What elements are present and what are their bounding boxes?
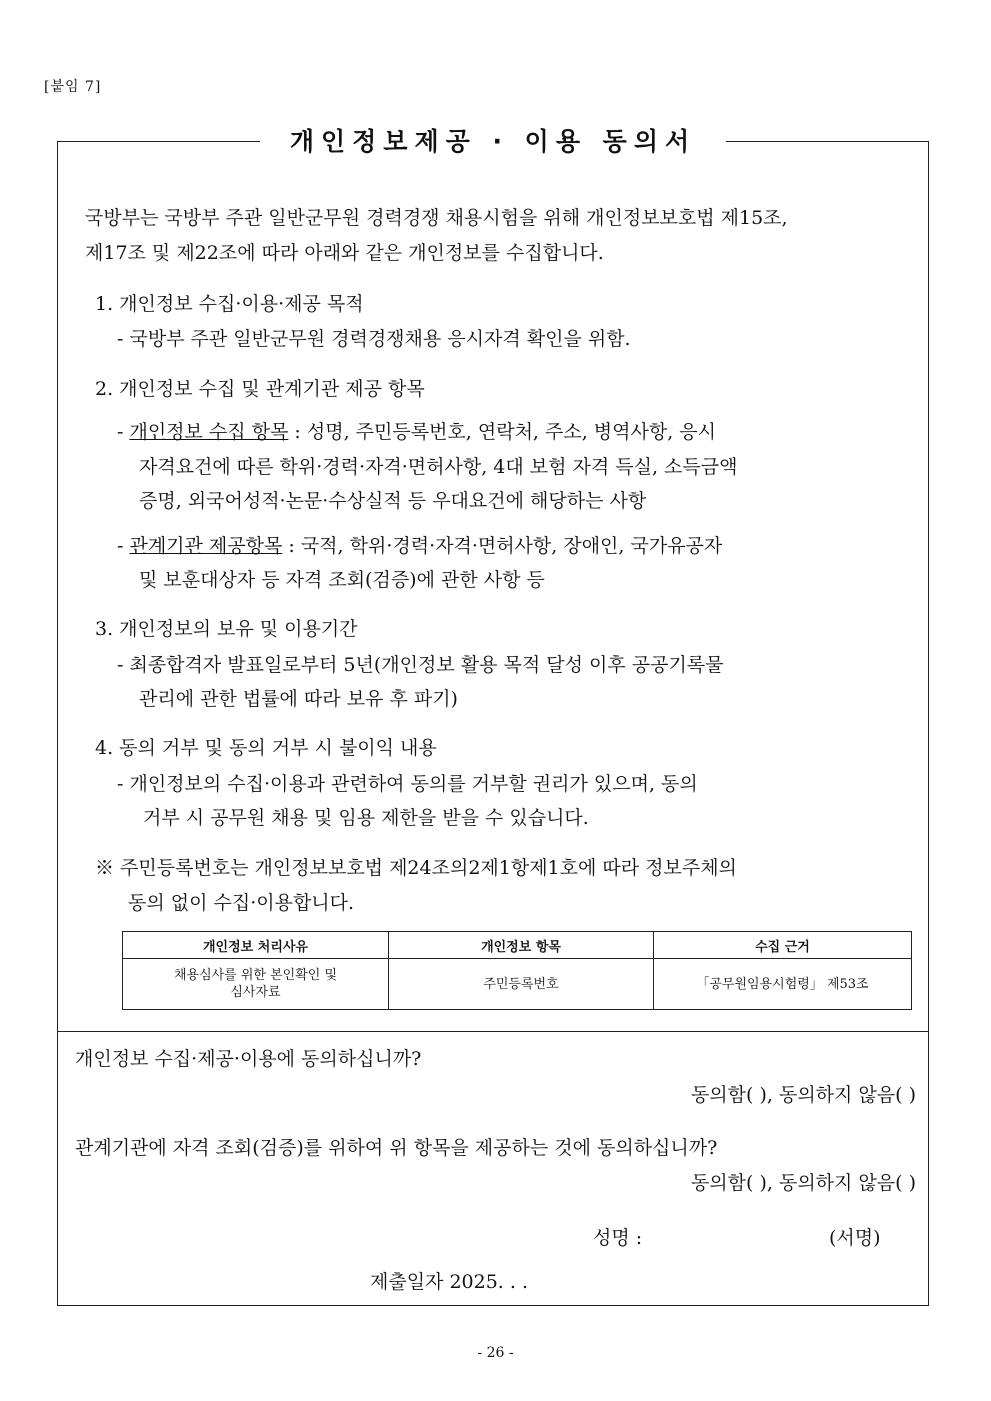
reason-line-1: 채용심사를 위한 본인확인 및 <box>173 968 338 983</box>
table-cell-reason <box>123 959 389 1010</box>
form-title: 개인정보제공 · 이용 동의서 <box>260 122 726 162</box>
section-2-item-2-line-2: 및 보훈대상자 등 자격 조회(검증)에 관한 사항 등 <box>139 569 545 591</box>
section-4-line-2: 거부 시 공무원 채용 및 임용 제한을 받을 수 있습니다. <box>143 807 589 829</box>
section-2-item-1 <box>117 415 716 450</box>
table-header-row <box>123 932 912 959</box>
section-divider <box>57 1031 929 1032</box>
collection-items-text: : 성명, 주민등록번호, 연락처, 주소, 병역사항, 응시 <box>288 421 716 443</box>
intro-line-1: 국방부는 국방부 주관 일반군무원 경력경쟁 채용시험을 위해 개인정보보호법 제15조, <box>85 207 788 229</box>
submission-date: 제출일자 2025. . . <box>370 1271 529 1293</box>
section-4-heading: 4. 동의 거부 및 동의 거부 시 불이익 내용 <box>95 737 437 759</box>
section-1-line: - 국방부 주관 일반군무원 경력경쟁채용 응시자격 확인을 위함. <box>117 328 631 350</box>
agency-items-label: 관계기관 제공항목 <box>129 535 283 557</box>
intro-line-2: 제17조 및 제22조에 따라 아래와 같은 개인정보를 수집합니다. <box>85 242 604 264</box>
title-wrap <box>57 122 929 162</box>
section-3-heading: 3. 개인정보의 보유 및 이용기간 <box>95 618 358 640</box>
table-header: 수집 근거 <box>654 932 912 959</box>
table-header: 개인정보 항목 <box>389 932 654 959</box>
processing-basis-table <box>122 931 912 1010</box>
table-cell-item: 주민등록번호 <box>389 959 654 1010</box>
collection-items-label: 개인정보 수집 항목 <box>129 421 289 443</box>
table-row <box>123 959 912 1010</box>
reason-line-2: 심사자료 <box>230 985 281 1000</box>
attachment-label: [붙임 7] <box>44 79 102 95</box>
consent-answer-2[interactable]: 동의함( ), 동의하지 않음( ) <box>690 1172 916 1194</box>
agency-items-text: : 국적, 학위·경력·자격·면허사항, 장애인, 국가유공자 <box>282 535 723 557</box>
section-1-heading: 1. 개인정보 수집·이용·제공 목적 <box>95 293 364 315</box>
section-4-line-1: - 개인정보의 수집·이용과 관련하여 동의를 거부할 권리가 있으며, 동의 <box>117 773 698 795</box>
consent-question-2: 관계기관에 자격 조회(검증)를 위하여 위 항목을 제공하는 것에 동의하십니까? <box>75 1137 718 1159</box>
section-2-item-2 <box>117 529 722 564</box>
consent-question-1: 개인정보 수집·제공·이용에 동의하십니까? <box>75 1048 422 1070</box>
table-header: 개인정보 처리사유 <box>123 932 389 959</box>
note-line-1: ※ 주민등록번호는 개인정보보호법 제24조의2제1항제1호에 따라 정보주체의 <box>95 857 737 879</box>
note-line-2: 동의 없이 수집·이용합니다. <box>128 892 355 914</box>
dash: - <box>117 421 130 443</box>
section-3-line-1: - 최종합격자 발표일로부터 5년(개인정보 활용 목적 달성 이후 공공기록물 <box>117 654 724 676</box>
section-2-item-1-line-3: 증명, 외국어성적·논문·수상실적 등 우대요건에 해당하는 사항 <box>139 490 647 512</box>
section-3-line-2: 관리에 관한 법률에 따라 보유 후 파기) <box>139 688 458 710</box>
dash: - <box>117 535 130 557</box>
table-cell-basis: 「공무원임용시험령」 제53조 <box>654 959 912 1010</box>
name-label: 성명 : <box>593 1227 643 1249</box>
consent-answer-1[interactable]: 동의함( ), 동의하지 않음( ) <box>690 1084 916 1106</box>
section-2-heading: 2. 개인정보 수집 및 관계기관 제공 항목 <box>95 378 425 400</box>
signature-label: (서명) <box>829 1227 881 1249</box>
section-2-item-1-line-2: 자격요건에 따른 학위·경력·자격·면허사항, 4대 보험 자격 득실, 소득금액 <box>139 456 738 478</box>
page-number: - 26 - <box>477 1345 514 1361</box>
